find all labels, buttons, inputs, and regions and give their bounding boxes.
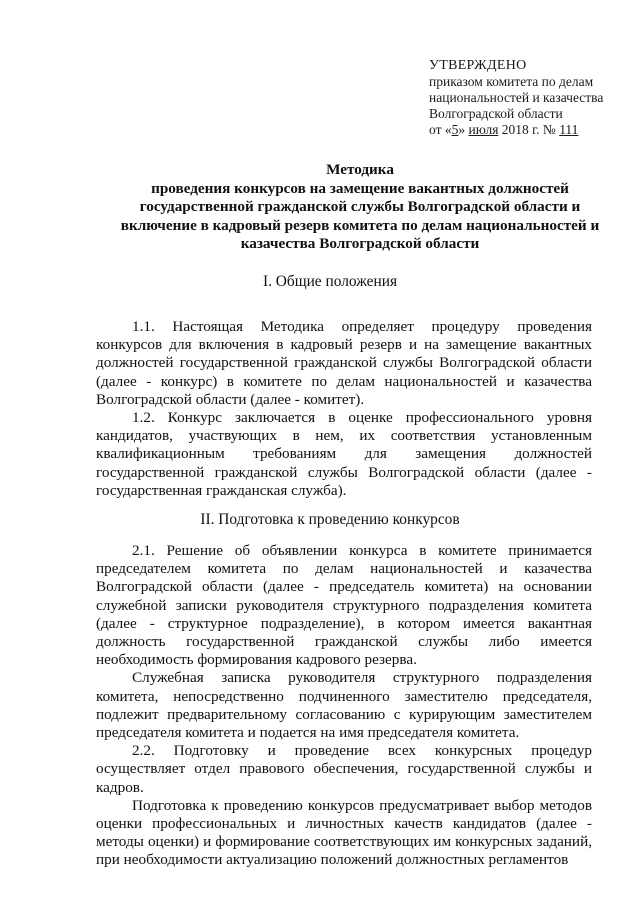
section-2-body (96, 542, 592, 870)
approval-date-prefix: от « (429, 122, 452, 137)
approval-line-1: приказом комитета по делам (429, 74, 594, 89)
paragraph-2-2: 2.2. Подготовку и проведение всех конкурсных процедур осуществляет отдел правового обеспечения, государственной службы и кадров. (96, 742, 592, 796)
document-title (90, 161, 630, 254)
paragraph-2-1-note: Служебная записка руководителя структурного подразделения комитета, непосредственно подчиненного заместителю председателя, подлежит предварительному согласованию с курирующим заместителем председателя комитета и подается на имя председателя комитета. (96, 669, 592, 742)
section-1-body (96, 318, 592, 500)
paragraph-1-1: 1.1. Настоящая Методика определяет процедуру проведения конкурсов для включения в кадровый резерв и на замещение вакантных должностей государственной гражданской службы Волгоградской области (далее - конкурс) в комитете по делам национальностей и казачества Волгоградской области (далее - комитет). (96, 318, 592, 408)
approval-month: июля (468, 122, 499, 137)
approval-day: 5 (451, 122, 459, 137)
section-1-heading: I. Общие положения (262, 273, 398, 290)
title-line-3: государственной гражданской службы Волгоградской области и (139, 198, 581, 215)
approval-number: 111 (559, 122, 579, 137)
section-2-heading: II. Подготовка к проведению конкурсов (200, 511, 460, 528)
approval-line-3: Волгоградской области (429, 106, 563, 121)
title-line-5: казачества Волгоградской области (240, 235, 480, 252)
paragraph-2-2-prep: Подготовка к проведению конкурсов предусматривает выбор методов оценки профессиональных и личностных качеств кандидатов (далее - методы оценки) и формирование соответствующих им конкурсных заданий, при необходимости актуализацию положений должностных регламентов (96, 796, 592, 869)
paragraph-2-1: 2.1. Решение об объявлении конкурса в комитете принимается председателем комитета по делам национальностей и казачества Волгоградской области (далее - председатель комитета) на основании служебной записки руководителя структурного подразделения комитета (далее - структурное подразделение), в котором имеется вакантная должность государственной гражданской службы либо имеется необходимость формирования кадрового резерва. (96, 542, 592, 669)
title-line-1: Методика (326, 161, 394, 178)
title-line-4: включение в кадровый резерв комитета по делам национальностей и (120, 216, 600, 234)
paragraph-1-2: 1.2. Конкурс заключается в оценке профессионального уровня кандидатов, участвующих в нем, их соответствия установленным квалификационным требованиям для замещения должностей государственной гражданской службы Волгоградской области (далее - государственная гражданская служба). (96, 409, 592, 499)
approval-date-line (429, 122, 603, 138)
approval-year: 2018 г. № (498, 122, 560, 137)
approval-date-mid: » (458, 122, 469, 137)
approval-heading: УТВЕРЖДЕНО (429, 58, 527, 73)
title-line-2: проведения конкурсов на замещение вакантных должностей (151, 179, 569, 197)
approval-line-2: национальностей и казачества (429, 90, 604, 105)
approval-stamp (429, 58, 603, 138)
